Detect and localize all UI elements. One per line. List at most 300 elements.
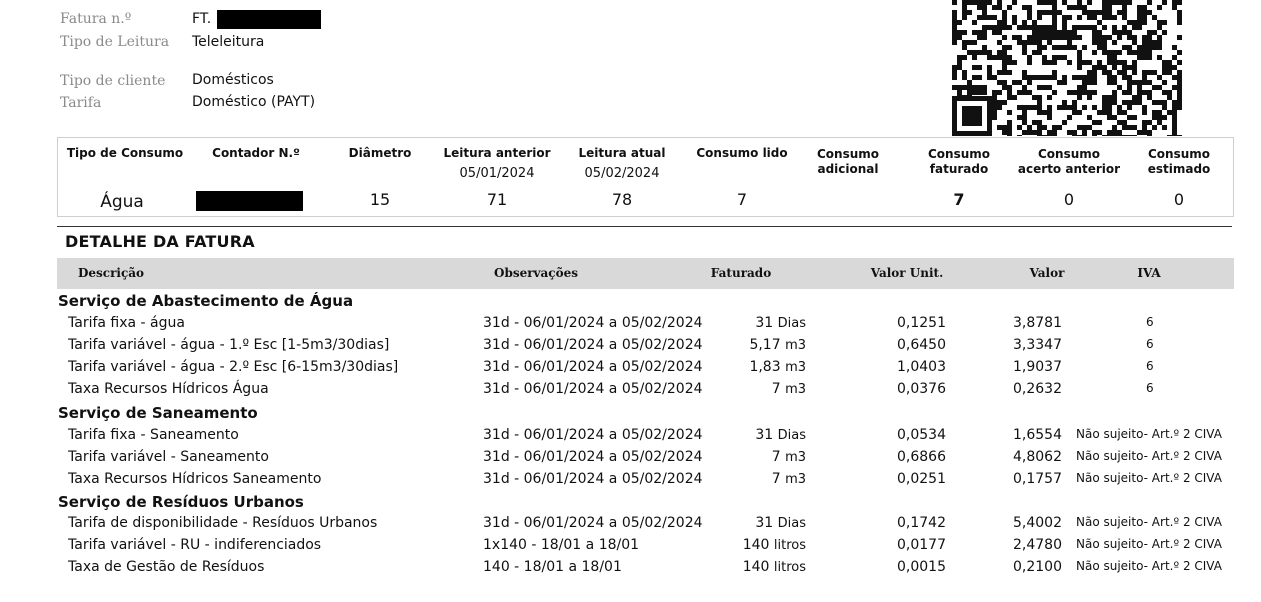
qr-module [967, 90, 972, 95]
qr-module [1127, 75, 1132, 80]
qr-module [1107, 55, 1112, 60]
qr-module [1112, 100, 1117, 105]
qr-module [1102, 65, 1107, 70]
qr-module [1097, 35, 1102, 40]
qr-module [962, 75, 967, 80]
qr-module [1007, 45, 1012, 50]
qr-module [1062, 80, 1067, 85]
qr-module [1017, 135, 1022, 136]
qr-module [1172, 45, 1177, 50]
qr-module [1002, 25, 1007, 30]
qr-module [972, 75, 977, 80]
qr-module [1012, 95, 1017, 100]
qr-module [1152, 125, 1157, 130]
qr-module [1127, 30, 1132, 35]
qr-module [1162, 20, 1167, 25]
qr-module [1157, 115, 1162, 120]
qr-module [972, 0, 977, 5]
row-unit-price: 0,6866 [897, 449, 946, 465]
qr-module [1102, 70, 1107, 75]
qr-module [952, 70, 957, 75]
qr-module [997, 90, 1002, 95]
row-iva: Não sujeito- Art.º 2 CIVA [1076, 559, 1222, 573]
qr-module [1082, 60, 1087, 65]
qr-module [1002, 20, 1007, 25]
qr-module [1007, 25, 1012, 30]
row-billed-unit: litros [773, 538, 806, 553]
qr-module [1077, 85, 1082, 90]
qr-module [1107, 60, 1112, 65]
row-billed-unit: Dias [777, 516, 806, 531]
qr-module [1027, 130, 1032, 135]
qr-module [1107, 70, 1112, 75]
row-observations: 31d - 06/01/2024 a 05/02/2024 [483, 427, 703, 443]
qr-module [952, 35, 957, 40]
row-description: Tarifa de disponibilidade - Resíduos Urbanos [68, 515, 378, 531]
qr-module [1102, 45, 1107, 50]
qr-module [1107, 130, 1112, 135]
qr-module [1142, 50, 1147, 55]
qr-module [982, 10, 987, 15]
qr-module [1137, 55, 1142, 60]
qr-module [1112, 55, 1117, 60]
col-observacoes: Observações [493, 266, 579, 280]
qr-module [962, 55, 967, 60]
qr-module [1042, 85, 1047, 90]
qr-module [1127, 35, 1132, 40]
qr-module [1112, 60, 1117, 65]
qr-module [1072, 100, 1077, 105]
qr-module [1142, 10, 1147, 15]
row-billed-qty: 7 [771, 471, 781, 487]
qr-module [1157, 120, 1162, 125]
qr-module [1132, 20, 1137, 25]
diametro-value: 15 [369, 190, 391, 209]
qr-module [1132, 40, 1137, 45]
consumo-tipo-value: Água [100, 192, 144, 212]
qr-module [1082, 130, 1087, 135]
qr-module [1102, 0, 1107, 5]
qr-module [1062, 120, 1067, 125]
row-unit-price: 0,0534 [897, 427, 946, 443]
qr-module [1067, 130, 1072, 135]
consumption-table [57, 137, 1234, 217]
qr-module [1177, 10, 1182, 15]
qr-module [972, 50, 977, 55]
qr-module [1007, 5, 1012, 10]
qr-module [977, 0, 982, 5]
qr-module [1097, 20, 1102, 25]
qr-module [1072, 110, 1077, 115]
qr-module [1077, 60, 1082, 65]
qr-module [1002, 10, 1007, 15]
row-iva: Não sujeito- Art.º 2 CIVA [1076, 537, 1222, 551]
row-value: 1,6554 [1013, 427, 1062, 443]
qr-module [1007, 130, 1012, 135]
qr-module [1022, 45, 1027, 50]
qr-module [992, 55, 997, 60]
row-value: 3,8781 [1013, 315, 1062, 331]
qr-module [1147, 45, 1152, 50]
qr-module [1087, 125, 1092, 130]
qr-module [1147, 120, 1152, 125]
qr-module [1177, 85, 1182, 90]
qr-module [1042, 75, 1047, 80]
qr-module [1097, 65, 1102, 70]
qr-module [1137, 15, 1142, 20]
qr-module [1132, 80, 1137, 85]
qr-module [1052, 15, 1057, 20]
qr-module [1022, 115, 1027, 120]
col-consumo-adicional-1: Consumo [816, 147, 880, 161]
qr-module [1152, 40, 1157, 45]
qr-module [997, 105, 1002, 110]
qr-module [977, 15, 982, 20]
col-leitura-anterior: Leitura anterior [443, 146, 551, 160]
qr-module [1007, 120, 1012, 125]
qr-module [1167, 110, 1172, 115]
qr-module [1177, 135, 1182, 136]
qr-module [997, 30, 1002, 35]
qr-module [1172, 55, 1177, 60]
qr-module [1177, 50, 1182, 55]
row-billed-unit: m3 [785, 472, 806, 487]
qr-module [997, 40, 1002, 45]
qr-module [1157, 100, 1162, 105]
qr-module [1142, 130, 1147, 135]
row-description: Tarifa variável - Saneamento [68, 449, 269, 465]
qr-module [1147, 10, 1152, 15]
qr-module [1027, 105, 1032, 110]
qr-module [1172, 100, 1177, 105]
qr-module [1092, 50, 1097, 55]
qr-module [1122, 75, 1127, 80]
qr-module [1132, 35, 1137, 40]
detail-title: DETALHE DA FATURA [65, 232, 255, 251]
qr-module [1087, 0, 1092, 5]
qr-module [1152, 45, 1157, 50]
qr-module [1072, 45, 1077, 50]
qr-module [1022, 5, 1027, 10]
qr-module [1017, 35, 1022, 40]
qr-module [1122, 10, 1127, 15]
qr-module [1087, 60, 1092, 65]
qr-module [1062, 55, 1067, 60]
qr-module [1037, 30, 1042, 35]
qr-module [997, 100, 1002, 105]
qr-module [957, 60, 962, 65]
qr-module [1102, 10, 1107, 15]
qr-module [1107, 100, 1112, 105]
qr-module [1057, 10, 1062, 15]
row-billed-unit: m3 [785, 338, 806, 353]
qr-module [1082, 90, 1087, 95]
qr-module [1042, 135, 1047, 136]
col-consumo-lido: Consumo lido [696, 146, 788, 160]
qr-module [1002, 100, 1007, 105]
qr-module [1087, 115, 1092, 120]
qr-module [1122, 110, 1127, 115]
qr-module [1167, 60, 1172, 65]
col-consumo-estimado-1: Consumo [1147, 147, 1211, 161]
qr-module [1162, 65, 1167, 70]
qr-module [1032, 120, 1037, 125]
qr-module [997, 5, 1002, 10]
qr-module [992, 25, 997, 30]
row-unit-price: 0,0251 [897, 471, 946, 487]
qr-module [1012, 60, 1017, 65]
qr-module [997, 50, 1002, 55]
col-tipo-consumo: Tipo de Consumo [66, 146, 184, 160]
qr-module [967, 80, 972, 85]
contador-redaction [196, 191, 303, 211]
row-description: Taxa Recursos Hídricos Saneamento [68, 471, 322, 487]
qr-module [1117, 50, 1122, 55]
qr-module [1087, 15, 1092, 20]
col-diametro: Diâmetro [348, 146, 412, 160]
qr-module [1162, 105, 1167, 110]
qr-module [1112, 135, 1117, 136]
qr-module [1072, 25, 1077, 30]
qr-module [1012, 80, 1017, 85]
col-consumo-estimado-2: estimado [1147, 162, 1211, 176]
qr-module [1132, 70, 1137, 75]
qr-module [1027, 10, 1032, 15]
qr-module [1107, 115, 1112, 120]
qr-module [1117, 105, 1122, 110]
row-observations: 31d - 06/01/2024 a 05/02/2024 [483, 381, 703, 397]
row-billed-qty: 31 [755, 315, 774, 331]
qr-module [1122, 70, 1127, 75]
qr-module [1027, 35, 1032, 40]
qr-module [1042, 30, 1047, 35]
qr-module [962, 15, 967, 20]
table-row [0, 381, 1261, 403]
qr-module [1097, 130, 1102, 135]
qr-module [1162, 30, 1167, 35]
qr-module [987, 25, 992, 30]
qr-module [992, 115, 997, 120]
qr-module [1127, 90, 1132, 95]
qr-module [1147, 70, 1152, 75]
qr-module [1092, 130, 1097, 135]
qr-module [1057, 45, 1062, 50]
qr-module [1142, 125, 1147, 130]
consumo-faturado-value: 7 [953, 190, 965, 209]
row-description: Taxa Recursos Hídricos Água [68, 381, 269, 397]
qr-module [1127, 125, 1132, 130]
qr-module [1082, 125, 1087, 130]
qr-module [1047, 30, 1052, 35]
qr-module [1007, 125, 1012, 130]
qr-module [1007, 85, 1012, 90]
qr-module [1022, 20, 1027, 25]
qr-module [1142, 40, 1147, 45]
qr-module [952, 40, 957, 45]
qr-module [982, 50, 987, 55]
qr-module [1047, 105, 1052, 110]
qr-module [1157, 20, 1162, 25]
row-billed-qty: 140 [742, 559, 770, 575]
row-iva: 6 [1146, 315, 1154, 329]
qr-module [977, 35, 982, 40]
qr-module [1077, 35, 1082, 40]
qr-module [1057, 80, 1062, 85]
qr-module [1107, 105, 1112, 110]
qr-module [1142, 15, 1147, 20]
qr-module [1077, 55, 1082, 60]
qr-module [1147, 35, 1152, 40]
qr-module [1082, 25, 1087, 30]
qr-module [1027, 60, 1032, 65]
qr-module [1162, 115, 1167, 120]
qr-module [1122, 45, 1127, 50]
qr-module [1117, 70, 1122, 75]
row-observations: 31d - 06/01/2024 a 05/02/2024 [483, 449, 703, 465]
qr-module [972, 40, 977, 45]
qr-module [952, 75, 957, 80]
qr-module [987, 15, 992, 20]
qr-module [1112, 65, 1117, 70]
qr-module [1012, 35, 1017, 40]
qr-module [997, 125, 1002, 130]
qr-module [1077, 5, 1082, 10]
row-billed [700, 559, 806, 575]
qr-module [1157, 110, 1162, 115]
qr-module [1117, 120, 1122, 125]
row-billed [700, 471, 806, 487]
qr-module [1157, 85, 1162, 90]
qr-module [1062, 75, 1067, 80]
qr-module [1107, 75, 1112, 80]
qr-module [1172, 130, 1177, 135]
qr-module [1107, 10, 1112, 15]
row-unit-price: 0,6450 [897, 337, 946, 353]
qr-module [1152, 85, 1157, 90]
qr-module [1072, 105, 1077, 110]
qr-module [1047, 85, 1052, 90]
qr-module [1092, 15, 1097, 20]
qr-module [997, 20, 1002, 25]
qr-module [1002, 50, 1007, 55]
qr-module [1092, 10, 1097, 15]
qr-module [972, 90, 977, 95]
col-faturado: Faturado [710, 266, 772, 280]
qr-module [1127, 135, 1132, 136]
qr-module [1112, 75, 1117, 80]
qr-module [1142, 75, 1147, 80]
qr-module [1037, 35, 1042, 40]
qr-module [1032, 50, 1037, 55]
qr-module [1042, 125, 1047, 130]
row-iva: Não sujeito- Art.º 2 CIVA [1076, 471, 1222, 485]
tarifa-value: Doméstico (PAYT) [192, 94, 316, 110]
qr-module [957, 55, 962, 60]
qr-module [1172, 85, 1177, 90]
qr-module [1117, 130, 1122, 135]
qr-module [1152, 15, 1157, 20]
qr-module [1112, 40, 1117, 45]
row-billed [700, 381, 806, 397]
qr-module [1167, 65, 1172, 70]
qr-module [1097, 60, 1102, 65]
row-billed-qty: 7 [771, 449, 781, 465]
qr-module [1132, 50, 1137, 55]
row-billed-qty: 1,83 [749, 359, 781, 375]
qr-module [1037, 100, 1042, 105]
qr-module [1012, 20, 1017, 25]
qr-module [1177, 100, 1182, 105]
qr-module [1142, 105, 1147, 110]
qr-module [1177, 70, 1182, 75]
qr-module [1102, 100, 1107, 105]
row-billed-qty: 5,17 [749, 337, 781, 353]
qr-module [1137, 50, 1142, 55]
qr-module [1047, 25, 1052, 30]
qr-module [1102, 35, 1107, 40]
qr-module [962, 5, 967, 10]
qr-module [1037, 135, 1042, 136]
qr-module [1002, 55, 1007, 60]
qr-module [1032, 130, 1037, 135]
qr-module [1002, 130, 1007, 135]
qr-module [1107, 80, 1112, 85]
qr-module [1032, 20, 1037, 25]
qr-module [1147, 130, 1152, 135]
leitura-atual-date: 05/02/2024 [584, 166, 660, 181]
qr-module [1082, 75, 1087, 80]
qr-module [1112, 95, 1117, 100]
qr-module [1157, 45, 1162, 50]
qr-code [952, 0, 1182, 136]
qr-module [967, 85, 972, 90]
qr-module [1027, 125, 1032, 130]
qr-module [1037, 50, 1042, 55]
qr-module [1162, 60, 1167, 65]
row-iva: Não sujeito- Art.º 2 CIVA [1076, 427, 1222, 441]
qr-module [1077, 50, 1082, 55]
qr-module [1142, 80, 1147, 85]
qr-module [1132, 135, 1137, 136]
qr-module [1142, 45, 1147, 50]
row-observations: 31d - 06/01/2024 a 05/02/2024 [483, 315, 703, 331]
qr-module [1032, 35, 1037, 40]
qr-module [1107, 110, 1112, 115]
qr-module [1077, 0, 1082, 5]
qr-module [1132, 25, 1137, 30]
qr-module [1047, 40, 1052, 45]
qr-module [977, 65, 982, 70]
qr-module [1147, 55, 1152, 60]
row-billed-unit: Dias [777, 316, 806, 331]
qr-module [1112, 130, 1117, 135]
qr-module [1077, 90, 1082, 95]
qr-module [952, 20, 957, 25]
qr-module [1052, 20, 1057, 25]
row-description: Tarifa fixa - Saneamento [68, 427, 239, 443]
qr-module [1147, 90, 1152, 95]
table-row [0, 315, 1261, 337]
qr-module [1122, 5, 1127, 10]
qr-module [1067, 30, 1072, 35]
qr-module [1032, 95, 1037, 100]
qr-module [1037, 95, 1042, 100]
qr-module [1097, 120, 1102, 125]
qr-module [1107, 15, 1112, 20]
qr-module [1052, 25, 1057, 30]
qr-module [1047, 115, 1052, 120]
qr-module [1117, 35, 1122, 40]
